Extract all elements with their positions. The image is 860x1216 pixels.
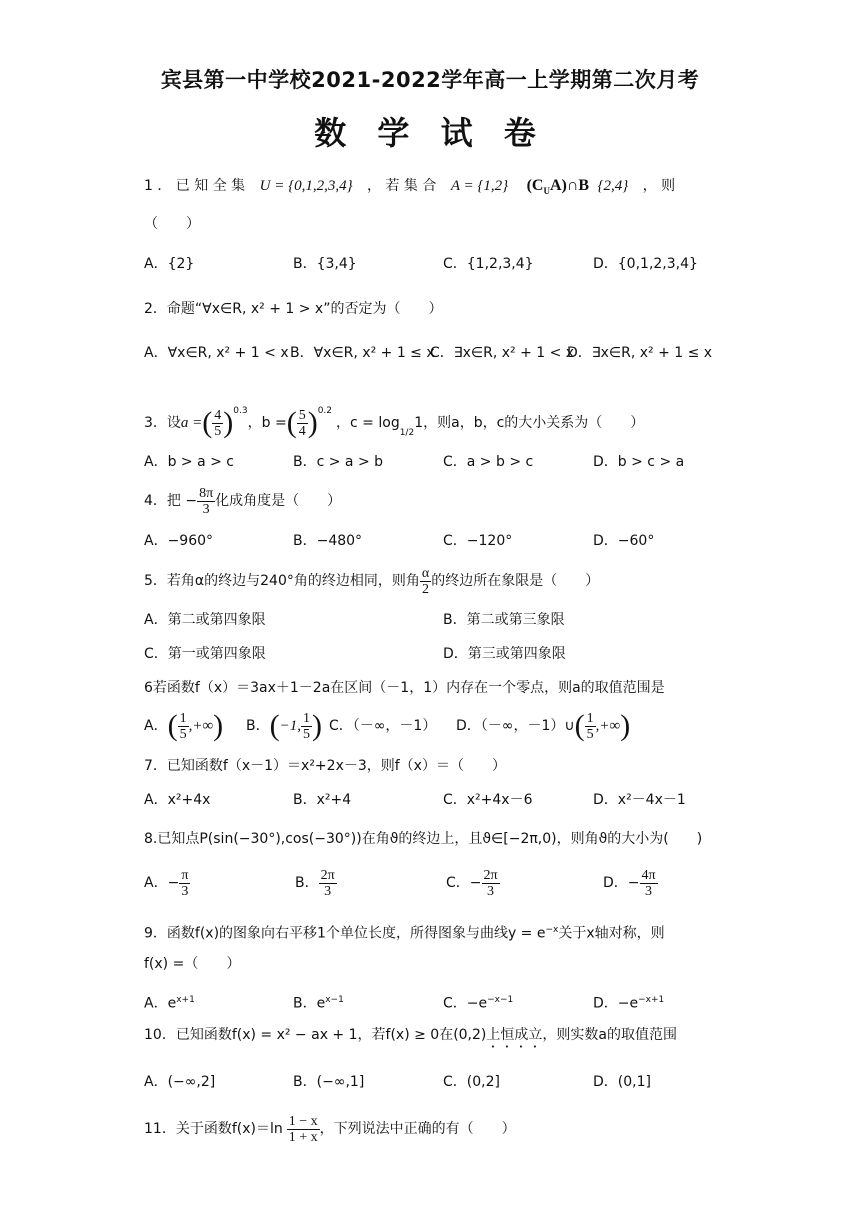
q3-b-fraction — [297, 408, 308, 439]
q3-a-exp: 0.3 — [233, 406, 248, 416]
q7-option-d: D．x²－4x－1 — [593, 792, 686, 808]
q1-text-2: ， 若 集 合 — [367, 178, 437, 194]
q8-a-den: 3 — [181, 883, 189, 899]
q6-option-b — [246, 706, 322, 746]
q4-fraction — [197, 486, 215, 517]
q8-d-label: D．− — [603, 875, 640, 891]
q10-option-a: A．(−∞,2] — [144, 1074, 216, 1090]
q6-a-post: ,+∞ — [188, 718, 214, 734]
q8-b-fraction — [319, 868, 337, 899]
q2-option-b: B．∀x∈R, x² + 1 ≤ x — [290, 345, 435, 361]
q6-d-den: 5 — [586, 726, 594, 742]
q6-paren: ) — [620, 709, 631, 742]
q5-text: 5．若角α的终边与240°角的终边相同，则角 — [144, 573, 420, 589]
q6-paren: ( — [269, 709, 280, 742]
q6-b-num: 1 — [302, 710, 310, 726]
q11-fraction — [287, 1114, 320, 1145]
q1-option-d: D．{0,1,2,3,4} — [593, 256, 698, 272]
q9-b-exp: x−1 — [325, 995, 344, 1005]
q3-paren: ) — [307, 406, 318, 439]
q8-c-num: 2π — [483, 867, 498, 883]
q6-b-left: −1, — [279, 718, 301, 734]
q5-text-2: 的终边所在象限是（ ） — [431, 573, 600, 589]
q3-a-num: 4 — [214, 407, 222, 423]
q8-d-den: 3 — [645, 883, 653, 899]
q3-c-base: 1/2 — [399, 428, 415, 438]
q6-a-den: 5 — [179, 726, 187, 742]
q2-option-a: A．∀x∈R, x² + 1 < x — [144, 345, 289, 361]
q3-a-fraction — [212, 408, 223, 439]
q6-option-d — [456, 706, 630, 746]
q3-paren: ( — [202, 406, 213, 439]
q9-option-c — [443, 990, 513, 1014]
q8-c-den: 3 — [487, 883, 495, 899]
q4-text: 4．把 − — [144, 493, 198, 509]
q11-text: 11．关于函数f(x)＝ln — [144, 1121, 283, 1137]
q8-option-a — [144, 864, 190, 902]
q3-b-num: 5 — [298, 407, 306, 423]
q6-option-a — [144, 706, 223, 746]
q6-paren: ( — [574, 709, 585, 742]
exam-title: 宾县第一中学校2021-2022学年高一上学期第二次月考 — [160, 68, 700, 92]
question-4 — [144, 484, 341, 518]
q9-option-b — [293, 990, 344, 1014]
q1-expr-a: (C — [526, 177, 544, 194]
q9-option-a — [144, 990, 195, 1014]
q2-option-c: C．∃x∈R, x² + 1 < x — [430, 345, 575, 361]
q5-option-b: B．第二或第三象限 — [443, 612, 565, 628]
q1-expr-b: A)∩B — [549, 177, 590, 194]
question-7: 7．已知函数f（x－1）＝x²+2x－3，则f（x）＝（ ） — [144, 758, 506, 774]
q6-paren: ) — [311, 709, 322, 742]
q5-option-a: A．第二或第四象限 — [144, 612, 266, 628]
q5-option-c: C．第一或第四象限 — [144, 646, 266, 662]
q4-num: 8π — [199, 485, 214, 501]
q1-text-3: ， 则 — [642, 178, 676, 194]
q1-option-b: B．{3,4} — [293, 256, 357, 272]
q9-d-label: D．−e — [593, 995, 639, 1012]
q9-c-label: C．−e — [443, 995, 488, 1012]
q10-option-b: B．(−∞,1] — [293, 1074, 365, 1090]
q3-option-b: B．c > a > b — [293, 454, 384, 470]
q3-b-exp: 0.2 — [317, 406, 333, 416]
q6-paren: ) — [213, 709, 224, 742]
q9-exp: −x — [545, 925, 559, 935]
q8-c-label: C．− — [446, 875, 482, 891]
q3-text: 3．设 — [144, 415, 181, 431]
q8-d-num: 4π — [641, 867, 656, 883]
q8-b-label: B． — [295, 875, 319, 891]
q8-b-num: 2π — [320, 867, 335, 883]
q6-b-label: B． — [246, 718, 270, 734]
q6-a-label: A． — [144, 718, 168, 734]
q4-den: 3 — [202, 501, 210, 517]
q4-text-2: 化成角度是（ ） — [215, 493, 342, 509]
question-11 — [144, 1110, 516, 1148]
q7-option-b: B．x²+4 — [293, 792, 352, 808]
q3-option-c: C．a > b > c — [443, 454, 534, 470]
q8-b-den: 3 — [324, 883, 332, 899]
q3-paren: ( — [286, 406, 297, 439]
q4-option-a: A．−960° — [144, 533, 214, 549]
q9-option-d — [593, 990, 664, 1014]
q10-option-d: D．(0,1] — [593, 1074, 651, 1090]
q1-text: 1 ． 已 知 全 集 — [144, 178, 246, 194]
question-2: 2．命题“∀x∈R, x² + 1 > x”的否定为（ ） — [144, 301, 443, 317]
q1-set-u: U = {0,1,2,3,4} — [259, 178, 353, 194]
q3-c-label: ，c = log — [336, 415, 400, 431]
q9-a-exp: x+1 — [176, 995, 195, 1005]
q8-option-b — [295, 864, 337, 902]
q1-set-b: {2,4} — [597, 178, 629, 194]
q10-emphasis: 上恒成立 — [486, 1027, 543, 1043]
q8-option-d — [603, 864, 658, 902]
q1-option-c: C．{1,2,3,4} — [443, 256, 534, 272]
q8-a-num: π — [181, 867, 189, 883]
question-1 — [144, 176, 675, 201]
q3-b-den: 4 — [298, 423, 306, 439]
q4-option-c: C．−120° — [443, 533, 513, 549]
q1-expression — [526, 177, 590, 197]
q7-option-c: C．x²+4x－6 — [443, 792, 533, 808]
q8-a-fraction — [179, 868, 190, 899]
q6-b-fraction — [301, 711, 312, 742]
q1-option-a: A．{2} — [144, 256, 195, 272]
q3-text-2: ，则a，b，c的大小关系为（ ） — [423, 415, 645, 431]
q3-option-a: A．b > a > c — [144, 454, 235, 470]
q3-option-d: D．b > c > a — [593, 454, 685, 470]
q8-a-label: A．− — [144, 875, 180, 891]
q6-a-num: 1 — [179, 710, 187, 726]
exam-subtitle: 数 学 试 卷 — [314, 114, 546, 152]
q5-num: α — [421, 565, 430, 581]
q8-d-fraction — [640, 868, 658, 899]
q5-fraction — [420, 566, 431, 597]
q9-b-label: B．e — [293, 995, 326, 1012]
q3-a-label: a = — [180, 415, 203, 431]
question-9 — [144, 920, 665, 944]
q6-d-num: 1 — [586, 710, 594, 726]
q9-text: 9．函数f(x)的图象向右平移1个单位长度，所得图象与曲线y = e — [144, 925, 546, 942]
q6-a-fraction — [178, 711, 189, 742]
q10-text: 10．已知函数f(x) = x² − ax + 1，若f(x) ≥ 0在(0,2) — [144, 1027, 487, 1043]
q1-answer-blank: （ ） — [144, 216, 200, 232]
q3-b-label: ，b = — [247, 415, 287, 431]
q5-option-d: D．第三或第四象限 — [443, 646, 566, 662]
q1-set-a: A = {1,2} — [450, 178, 509, 194]
q2-option-d: D．∃x∈R, x² + 1 ≤ x — [567, 345, 713, 361]
q11-num: 1 − x — [288, 1113, 318, 1129]
q8-c-fraction — [482, 868, 500, 899]
q6-b-den: 5 — [302, 726, 310, 742]
q6-d-post: ,+∞ — [595, 718, 621, 734]
q4-option-b: B．−480° — [293, 533, 363, 549]
question-8: 8.已知点P(sin(−30°),cos(−30°))在角ϑ的终边上，且ϑ∈[−2π,0)，则角ϑ的大小为( ) — [144, 831, 703, 847]
q6-d-label: D．（－∞，－1）∪ — [456, 718, 575, 734]
question-6: 6若函数f（x）＝3ax＋1－2a在区间（－1，1）内存在一个零点，则a的取值范围是 — [144, 680, 665, 696]
q4-option-d: D．−60° — [593, 533, 655, 549]
q10-option-c: C．(0,2] — [443, 1074, 500, 1090]
q8-option-c — [446, 864, 500, 902]
q6-paren: ( — [167, 709, 178, 742]
q3-c-arg: 1 — [414, 415, 424, 431]
q6-option-c: C．（－∞，－1） — [329, 718, 437, 734]
q9-d-exp: −x+1 — [638, 995, 665, 1005]
q7-option-a: A．x²+4x — [144, 792, 211, 808]
q9-c-exp: −x−1 — [487, 995, 514, 1005]
q3-paren: ) — [223, 406, 234, 439]
q6-d-fraction — [585, 711, 596, 742]
question-10 — [144, 1025, 677, 1051]
q10-text-2: ，则实数a的取值范围 — [542, 1027, 677, 1043]
q9-text-2: 关于x轴对称，则 — [558, 925, 665, 942]
q11-den: 1 + x — [288, 1129, 318, 1145]
question-5 — [144, 564, 599, 598]
q9-answer-blank: f(x) =（ ） — [144, 956, 241, 972]
question-3 — [144, 392, 644, 452]
q11-text-2: ，下列说法中正确的有（ ） — [319, 1121, 516, 1137]
q3-a-den: 5 — [214, 423, 222, 439]
q1-expr-sub: U — [543, 186, 550, 197]
q9-a-label: A．e — [144, 995, 177, 1012]
q5-den: 2 — [422, 581, 430, 597]
